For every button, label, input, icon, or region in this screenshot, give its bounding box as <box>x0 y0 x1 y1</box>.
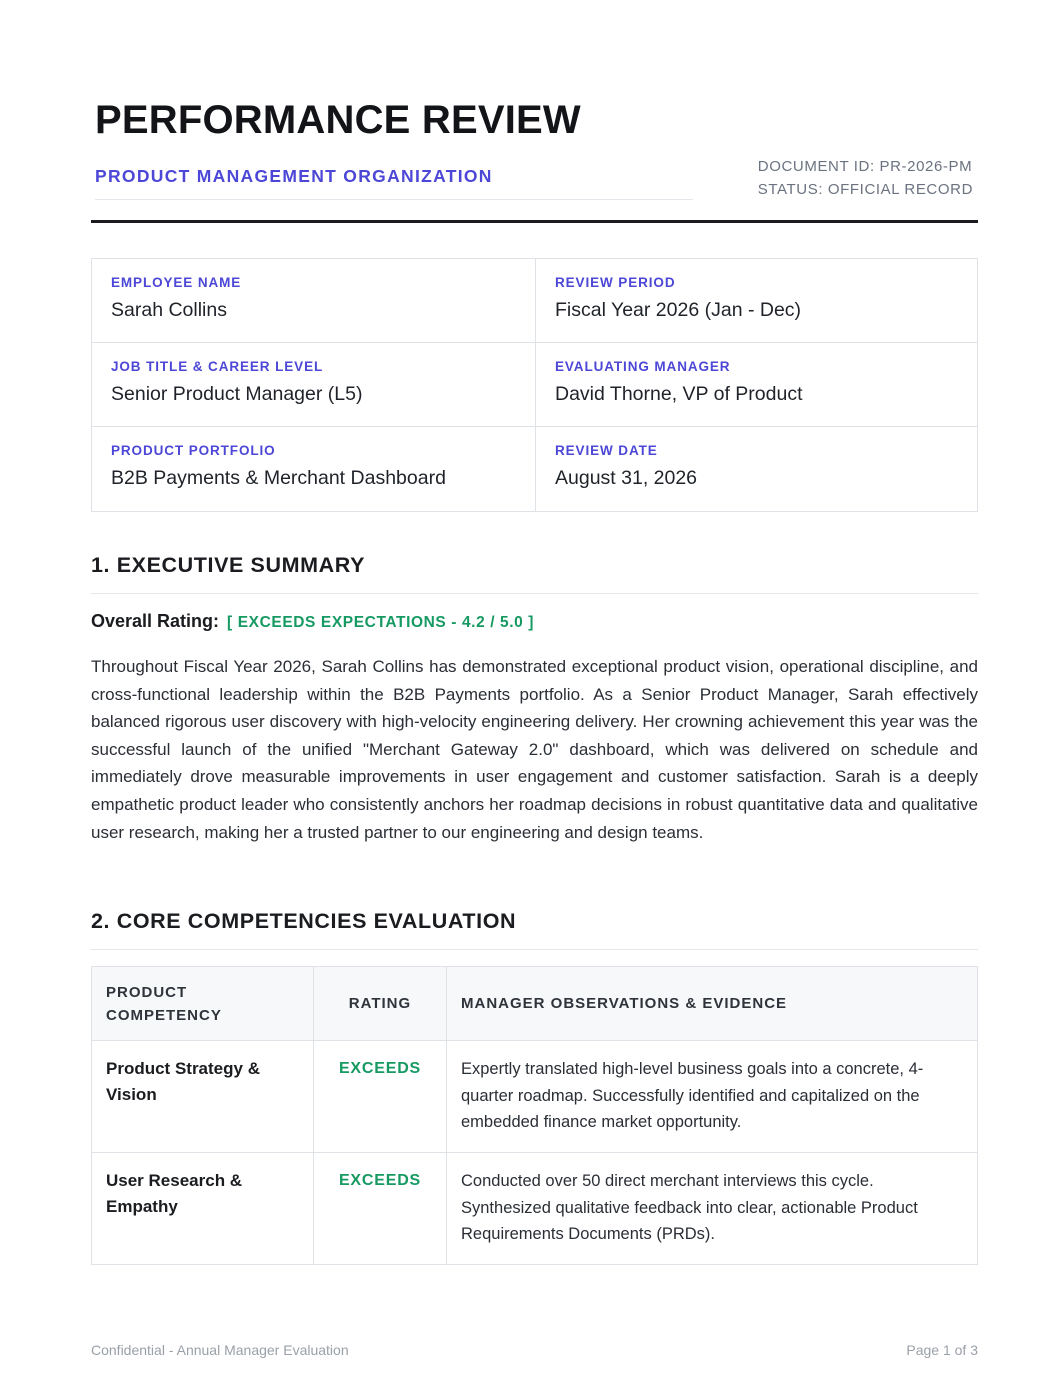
info-label: REVIEW PERIOD <box>555 275 676 290</box>
info-cell-evaluating-manager <box>535 343 978 427</box>
info-cell-review-period <box>535 259 978 343</box>
header-divider <box>91 220 978 223</box>
table-row <box>92 1041 978 1153</box>
overall-rating-label: Overall Rating: <box>91 611 220 631</box>
info-cell-review-date <box>535 427 978 511</box>
table-row <box>92 1153 978 1265</box>
info-label: JOB TITLE & CAREER LEVEL <box>111 359 324 374</box>
info-value: Senior Product Manager (L5) <box>111 383 363 405</box>
rating-cell <box>314 1153 447 1265</box>
competency-observations: Expertly translated high-level business goals into a concrete, 4-quarter roadmap. Successfully identified and capitalized on the embedded finance market opportunity. <box>461 1060 924 1131</box>
employee-info-grid <box>91 258 978 512</box>
competency-name: Product Strategy & Vision <box>106 1059 260 1104</box>
info-label: REVIEW DATE <box>555 443 658 458</box>
competency-observations: Conducted over 50 direct merchant interviews this cycle. Synthesized qualitative feedback into clear, actionable Product Requirements Documents (PRDs). <box>461 1172 918 1243</box>
info-cell-product-portfolio <box>92 427 535 511</box>
document-id: DOCUMENT ID: PR-2026-PM <box>757 158 973 175</box>
overall-rating <box>91 611 534 632</box>
info-value: B2B Payments & Merchant Dashboard <box>111 467 446 489</box>
page-title: PERFORMANCE REVIEW <box>95 98 581 142</box>
observations-cell <box>447 1041 978 1153</box>
competencies-heading: 2. CORE COMPETENCIES EVALUATION <box>91 909 978 950</box>
competencies-table <box>91 966 978 1265</box>
competency-rating: EXCEEDS <box>338 1172 422 1189</box>
info-value: August 31, 2026 <box>555 467 698 489</box>
observations-cell <box>447 1153 978 1265</box>
overall-rating-value: [ EXCEEDS EXPECTATIONS - 4.2 / 5.0 ] <box>227 614 535 631</box>
competency-name: User Research & Empathy <box>106 1171 243 1216</box>
column-header-rating: RATING <box>314 967 447 1041</box>
info-label: EMPLOYEE NAME <box>111 275 242 290</box>
footer-page-number: Page 1 of 3 <box>906 1342 978 1358</box>
executive-summary-heading: 1. EXECUTIVE SUMMARY <box>91 553 978 594</box>
organization-subtitle: PRODUCT MANAGEMENT ORGANIZATION <box>95 166 493 186</box>
footer-confidential: Confidential - Annual Manager Evaluation <box>91 1342 349 1358</box>
info-label: EVALUATING MANAGER <box>555 359 731 374</box>
table-header-row <box>92 967 978 1041</box>
info-cell-job-title <box>92 343 535 427</box>
document-meta <box>758 155 973 201</box>
document-status: STATUS: OFFICIAL RECORD <box>757 181 973 198</box>
info-label: PRODUCT PORTFOLIO <box>111 443 276 458</box>
rating-cell <box>314 1041 447 1153</box>
info-value: David Thorne, VP of Product <box>555 383 803 405</box>
info-value: Sarah Collins <box>111 299 227 321</box>
column-header-observations: MANAGER OBSERVATIONS & EVIDENCE <box>447 967 978 1041</box>
info-value: Fiscal Year 2026 (Jan - Dec) <box>555 299 802 321</box>
column-header-competency: PRODUCT COMPETENCY <box>92 967 314 1041</box>
competency-rating: EXCEEDS <box>338 1060 422 1077</box>
executive-summary-text: Throughout Fiscal Year 2026, Sarah Collins has demonstrated exceptional product vision, operational discipline, and cross-functional leadership within the B2B Payments portfolio. As a Senior Product Manager, Sarah effectively balanced rigorous user discovery with high-velocity engineering delivery. Her crowning achievement this year was the successful launch of the unified "Merchant Gateway 2.0" dashboard, which was delivered on schedule and immediately drove measurable improvements in user engagement and customer satisfaction. Sarah is a deeply empathetic product leader who consistently anchors her roadmap decisions in robust quantitative data and qualitative user research, making her a trusted partner to our engineering and design teams. <box>91 657 978 842</box>
competency-cell <box>92 1041 314 1153</box>
subtitle-block <box>95 166 693 200</box>
competency-cell <box>92 1153 314 1265</box>
info-cell-employee-name <box>92 259 535 343</box>
